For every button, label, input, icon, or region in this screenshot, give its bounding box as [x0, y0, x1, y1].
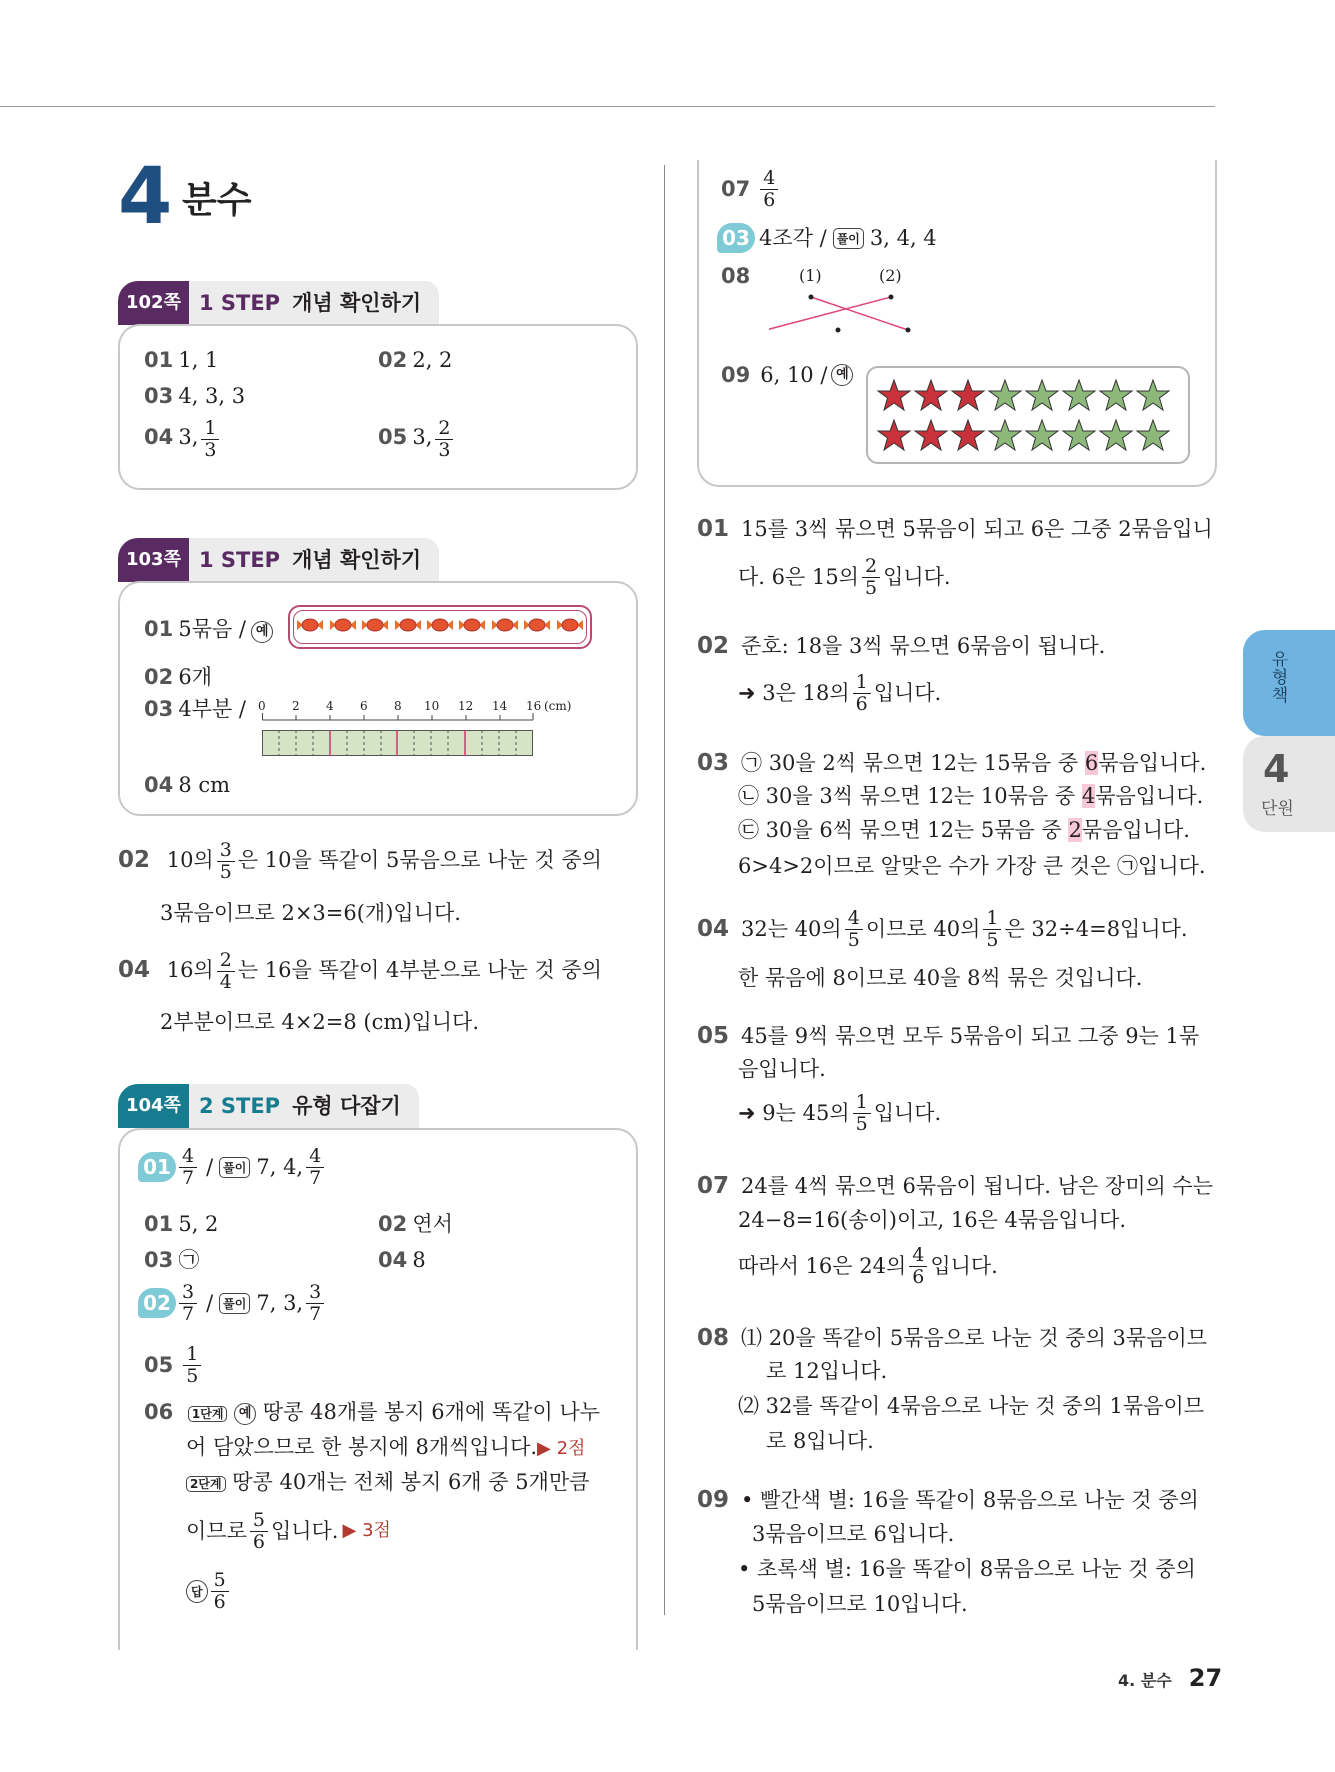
fraction: $\frac{4}{5}$: [845, 908, 863, 951]
points-label: ▶ 2점: [537, 1438, 586, 1459]
ruler-tick-label: 16: [526, 699, 542, 713]
tab-page: 103쪽: [118, 538, 189, 582]
explanation-09: 09 • 빨간색 별: 16을 똑같이 8묶음으로 나눈 것 중의: [697, 1487, 1199, 1513]
example-badge: 예: [234, 1403, 256, 1425]
highlight: 6: [1084, 751, 1099, 775]
tab-label: 유형 다잡기: [292, 1094, 401, 1118]
q-number: 04: [378, 1248, 408, 1272]
answer-text: 8 cm: [178, 773, 231, 797]
ruler-unit: (cm): [544, 699, 572, 713]
step-label: 1단계: [188, 1406, 228, 1422]
matching-label: (1): [799, 266, 822, 285]
fraction: $\frac{4}{6}$: [760, 168, 778, 211]
explanation-02: 02 준호: 18을 3씩 묶으면 6묶음이 됩니다.: [697, 633, 1106, 659]
q-number: 03: [144, 384, 174, 408]
fraction: $\frac{3}{5}$: [217, 840, 235, 883]
solution-label: 풀이: [833, 228, 864, 249]
explanation-05: 05 45를 9씩 묶으면 모두 5묶음이 되고 그중 9는 1묶: [697, 1023, 1200, 1049]
tab-page: 102쪽: [118, 281, 189, 325]
answer-text: ㉠: [178, 1248, 200, 1272]
example-badge: 예: [831, 364, 853, 386]
explanation-03: 03 ㉠ 30을 2씩 묶으면 12는 15묶음 중 6묶음입니다.: [697, 750, 1207, 776]
q-number: 01: [144, 348, 174, 372]
q-number: 05: [697, 1023, 730, 1049]
page-number: 27: [1188, 1664, 1223, 1692]
ruler-tick-label: 10: [424, 699, 440, 713]
q-number: 03: [697, 750, 730, 776]
explanation-02: 02 10의 $\frac{3}{5}$ 은 10을 똑같이 5묶음으로 나눈 것 중의: [118, 839, 602, 883]
fraction: $\frac{5}{6}$: [250, 1510, 268, 1553]
candy-icon: [555, 616, 585, 638]
tab-step: 1 STEP: [198, 291, 281, 315]
q-number: 04: [697, 915, 730, 942]
answer-text: 5묶음 /: [178, 617, 247, 641]
step-label: 2단계: [186, 1476, 226, 1492]
fraction: $\frac{3}{7}$: [306, 1282, 324, 1325]
tab-label: 개념 확인하기: [292, 291, 422, 315]
explanation-04: 04 32는 40의 $\frac{4}{5}$ 이므로 40의 $\frac{1}{5}$ 은 32÷4=8입니다.: [697, 907, 1188, 951]
q-number: 06: [144, 1400, 174, 1424]
q-number: 09: [697, 1487, 730, 1513]
matching-label: (2): [879, 266, 902, 285]
explanation-01: 01 15를 3씩 묶으면 5묶음이 되고 6은 그중 2묶음입니: [697, 516, 1213, 542]
ruler-tick-label: 8: [394, 699, 402, 713]
explanation-line: 음입니다.: [738, 1057, 826, 1081]
fraction: $\frac{2}{4}$: [217, 950, 235, 993]
answer-text: 5, 2: [178, 1212, 219, 1236]
q-number: 08: [721, 264, 751, 288]
explanation-line: 24−8=16(송이)이고, 16은 4묶음입니다.: [738, 1208, 1127, 1232]
example-number-badge: 02: [138, 1288, 176, 1318]
answer-text: 1, 1: [178, 348, 219, 372]
example-badge: 예: [251, 621, 273, 643]
answer-text: 2, 2: [412, 348, 453, 372]
ruler-tick-label: 14: [492, 699, 508, 713]
fraction: $\frac{3}{7}$: [179, 1282, 197, 1325]
answer-box-right: 07 $\frac{4}{6}$ 03 4조각 / 풀이 3, 4, 4 08 (1) (2) 09 6, 10 / 예: [697, 160, 1217, 487]
side-tab-unit[interactable]: 4 단원: [1243, 736, 1335, 832]
section-tab-104: [118, 1084, 419, 1128]
q-number: 02: [378, 1212, 408, 1236]
fraction: $\frac{4}{7}$: [306, 1146, 324, 1189]
example-number-badge: 01: [138, 1152, 176, 1182]
q-number: 03: [144, 697, 174, 721]
ruler-tick-label: 12: [458, 699, 474, 713]
top-rule: [0, 106, 1215, 107]
explanation-line: 3묶음이므로 2×3=6(개)입니다.: [160, 901, 461, 925]
fraction: $\frac{4}{6}$: [909, 1245, 927, 1288]
answer-text: 3,: [412, 424, 433, 449]
fraction: $\frac{1}{5}$: [183, 1344, 201, 1387]
candy-icon: [490, 616, 520, 638]
q-number: 04: [144, 424, 174, 449]
q-number: 05: [144, 1353, 174, 1378]
star-grid: [866, 366, 1190, 464]
answer-box-102: [118, 324, 638, 490]
candy-icon: [295, 616, 325, 638]
example-number-badge: 03: [717, 223, 755, 253]
q-number: 09: [721, 363, 751, 387]
candy-icon: [425, 616, 455, 638]
fraction: $\frac{1}{5}$: [983, 908, 1001, 951]
q-number: 05: [378, 424, 408, 449]
q-number: 04: [144, 773, 174, 797]
q-number: 02: [697, 633, 730, 659]
solution-label: 풀이: [219, 1157, 250, 1178]
explanation-line: 로 8입니다.: [766, 1429, 874, 1453]
answer-text: 연서: [412, 1212, 453, 1236]
candy-icon: [522, 616, 552, 638]
ruler-tick-label: 0: [258, 699, 266, 713]
q-number: 01: [697, 516, 730, 542]
explanation-line: 5묶음이므로 10입니다.: [752, 1592, 968, 1616]
explanation-07: 07 24를 4씩 묶으면 6묶음이 됩니다. 남은 장미의 수는: [697, 1173, 1214, 1199]
tab-page: 104쪽: [118, 1084, 189, 1128]
fraction: $\frac{1}{6}$: [853, 672, 871, 715]
explanation-line: • 초록색 별: 16을 똑같이 8묶음으로 나눈 것 중의: [738, 1557, 1196, 1581]
answer-label: 답: [186, 1580, 208, 1603]
fraction: $\frac{1}{5}$: [853, 1092, 871, 1135]
q-number: 02: [144, 665, 174, 689]
footer-chapter: 4. 분수: [1118, 1671, 1172, 1690]
explanation-04: 04 16의 $\frac{2}{4}$ 는 16을 똑같이 4부분으로 나눈 것 중의: [118, 949, 602, 993]
chapter-number: 4: [118, 152, 173, 242]
tab-step: 1 STEP: [198, 548, 281, 572]
fraction: $\frac{4}{7}$: [179, 1146, 197, 1189]
answer-text: 6, 10 /: [760, 362, 828, 387]
column-divider: [664, 165, 665, 1615]
candy-icon: [393, 616, 423, 638]
explanation-08: 08 ⑴ 20을 똑같이 5묶음으로 나눈 것 중의 3묶음이므: [697, 1325, 1208, 1351]
q-number: 02: [118, 846, 151, 873]
answer-box-103: [118, 581, 638, 816]
chapter-title: 분수: [182, 180, 252, 221]
tab-step: 2 STEP: [198, 1094, 281, 1118]
divided-strip: [262, 730, 537, 758]
section-tab-102: [118, 281, 439, 325]
explanation-line: ⑵ 32를 똑같이 4묶음으로 나눈 것 중의 1묶음이므: [738, 1394, 1205, 1418]
explanation-line: 로 12입니다.: [766, 1359, 888, 1383]
section-tab-103: [118, 538, 439, 582]
fraction: $\frac{2}{3}$: [435, 418, 453, 461]
highlight: 2: [1068, 818, 1082, 842]
explanation-line: 2부분이므로 4×2=8 (cm)입니다.: [160, 1010, 480, 1034]
fraction: $\frac{1}{3}$: [201, 418, 219, 461]
highlight: 4: [1081, 784, 1096, 808]
explanation-line: 한 묶음에 8이므로 40을 8씩 묶은 것입니다.: [738, 966, 1143, 990]
candy-icon: [360, 616, 390, 638]
candy-group: [288, 605, 592, 649]
footer: [1118, 1664, 1222, 1692]
q-number: 03: [144, 1248, 174, 1272]
ruler: [258, 699, 572, 719]
points-label: ▶ 3점: [342, 1520, 391, 1542]
answer-box-104: 01 $\frac{4}{7}$ / 풀이 7, 4, $\frac{4}{7}$ 01 5, 2 02 연서 03 ㉠ 04 8 02 $\frac{3}{7}$ / 풀이 7, 3, $\frac{3}{7}$ 05 $\frac{1}{5}$ 06 1단계 예 땅콩 48개를 봉지 6개에 똑같이 나누 어 담았으므로 한 봉지에 8개씩입니다.▶ 2점 2단계 땅콩 40개는 전체 봉지 6개 중 5개만큼 이므로 $\frac{5}{6}$ 입니다. ▶ 3점 답 $\frac{5}{6}$: [118, 1128, 638, 1650]
q-number: 02: [378, 348, 408, 372]
answer-text: 4, 3, 3: [178, 384, 246, 408]
candy-icon: [328, 616, 358, 638]
q-number: 07: [721, 177, 751, 202]
tab-label: 개념 확인하기: [292, 548, 422, 572]
ruler-tick-label: 4: [326, 699, 334, 713]
matching-diagram: [769, 288, 939, 338]
q-number: 01: [144, 617, 174, 641]
ruler-tick-label: 2: [292, 699, 300, 713]
explanation-line: 3묶음이므로 6입니다.: [752, 1522, 955, 1546]
candy-icon: [457, 616, 487, 638]
answer-text: 4부분 /: [178, 697, 247, 721]
answer-text: 3,: [178, 424, 199, 449]
ruler-tick-label: 6: [360, 699, 368, 713]
fraction: $\frac{5}{6}$: [211, 1570, 229, 1613]
q-number: 01: [144, 1212, 174, 1236]
q-number: 07: [697, 1173, 730, 1199]
answer-text: 8: [412, 1248, 426, 1272]
q-number: 04: [118, 956, 151, 983]
fraction: $\frac{2}{5}$: [862, 556, 880, 599]
answer-text: 6개: [178, 665, 212, 689]
q-number: 08: [697, 1325, 730, 1351]
solution-label: 풀이: [219, 1293, 250, 1314]
explanation-line: 6>4>2이므로 알맞은 수가 가장 큰 것은 ㉠입니다.: [738, 854, 1206, 878]
side-tab-book[interactable]: 유형책: [1243, 630, 1335, 736]
